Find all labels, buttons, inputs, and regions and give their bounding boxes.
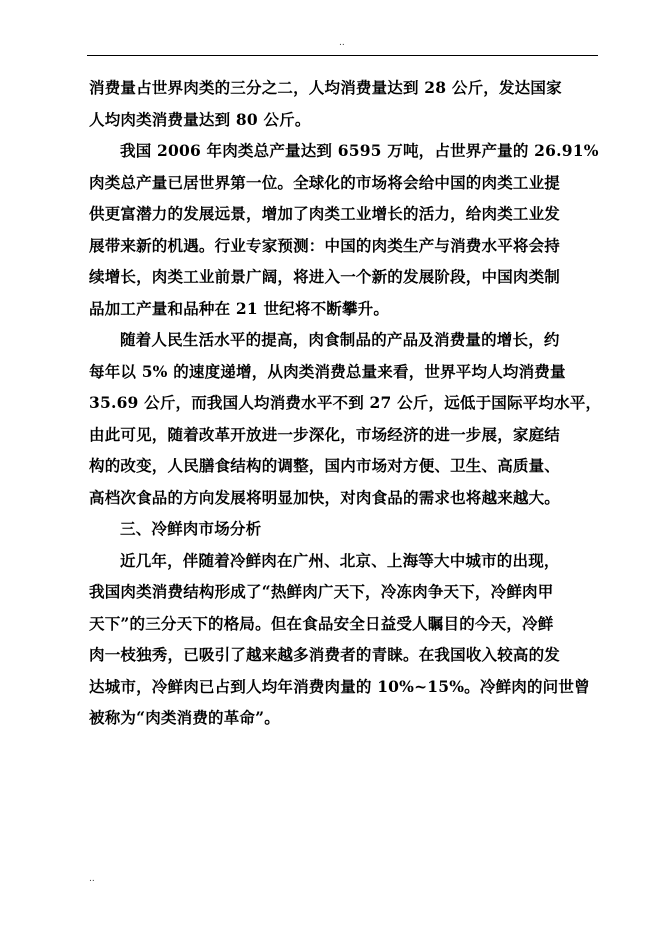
text-line: 肉类总产量已居世界第一位。全球化的市场将会给中国的肉类工业提 — [89, 172, 561, 192]
text-line: 35.69 公斤，而我国人均消费水平不到 27 公斤，远低于国际平均水平， — [89, 393, 602, 412]
text-line: 我国 2006 年肉类总产量达到 6595 万吨，占世界产量的 26.91% — [120, 141, 599, 160]
text-line: 达城市，冷鲜肉已占到人均年消费肉量的 10%~15%。冷鲜肉的问世曾 — [89, 676, 590, 696]
header-divider — [87, 55, 598, 56]
text-line: 人均肉类消费量达到 80 公斤。 — [89, 109, 311, 129]
text-line: 被称为“肉类消费的革命”。 — [89, 708, 280, 727]
text-line: 构的改变，人民膳食结构的调整，国内市场对方便、卫生、高质量、 — [89, 456, 561, 475]
text-line: 供更富潜力的发展远景，增加了肉类工业增长的活力，给肉类工业发 — [89, 204, 561, 223]
text-line: 高档次食品的方向发展将明显加快，对肉食品的需求也将越来越大。 — [89, 487, 561, 507]
section-heading: 三、冷鲜肉市场分析 — [120, 519, 262, 538]
text-line: 消费量占世界肉类的三分之二，人均消费量达到 28 公斤，发达国家 — [89, 78, 562, 97]
document-body — [89, 72, 605, 734]
header-mark: .. — [339, 38, 345, 48]
text-line: 天下”的三分天下的格局。但在食品安全日益受人瞩目的今天，冷鲜 — [89, 613, 554, 633]
text-line: 续增长，肉类工业前景广阔，将进入一个新的发展阶段，中国肉类制 — [89, 267, 561, 286]
footer-mark: .. — [89, 874, 95, 884]
text-line: 肉一枝独秀，已吸引了越来越多消费者的青睐。在我国收入较高的发 — [89, 645, 561, 664]
text-line: 展带来新的机遇。行业专家预测：中国的肉类生产与消费水平将会持 — [89, 235, 561, 255]
text-line: 随着人民生活水平的提高，肉食制品的产品及消费量的增长，约 — [120, 330, 560, 349]
text-line: 我国肉类消费结构形成了“热鲜肉广天下，冷冻肉争天下，冷鲜肉甲 — [89, 582, 554, 601]
text-line: 每年以 5% 的速度递增，从肉类消费总量来看，世界平均人均消费量 — [89, 361, 566, 381]
text-line: 由此可见，随着改革开放进一步深化，市场经济的进一步展，家庭结 — [89, 424, 561, 444]
text-line: 品加工产量和品种在 21 世纪将不断攀升。 — [89, 298, 390, 318]
text-line: 近几年，伴随着冷鲜肉在广州、北京、上海等大中城市的出现， — [120, 550, 560, 570]
